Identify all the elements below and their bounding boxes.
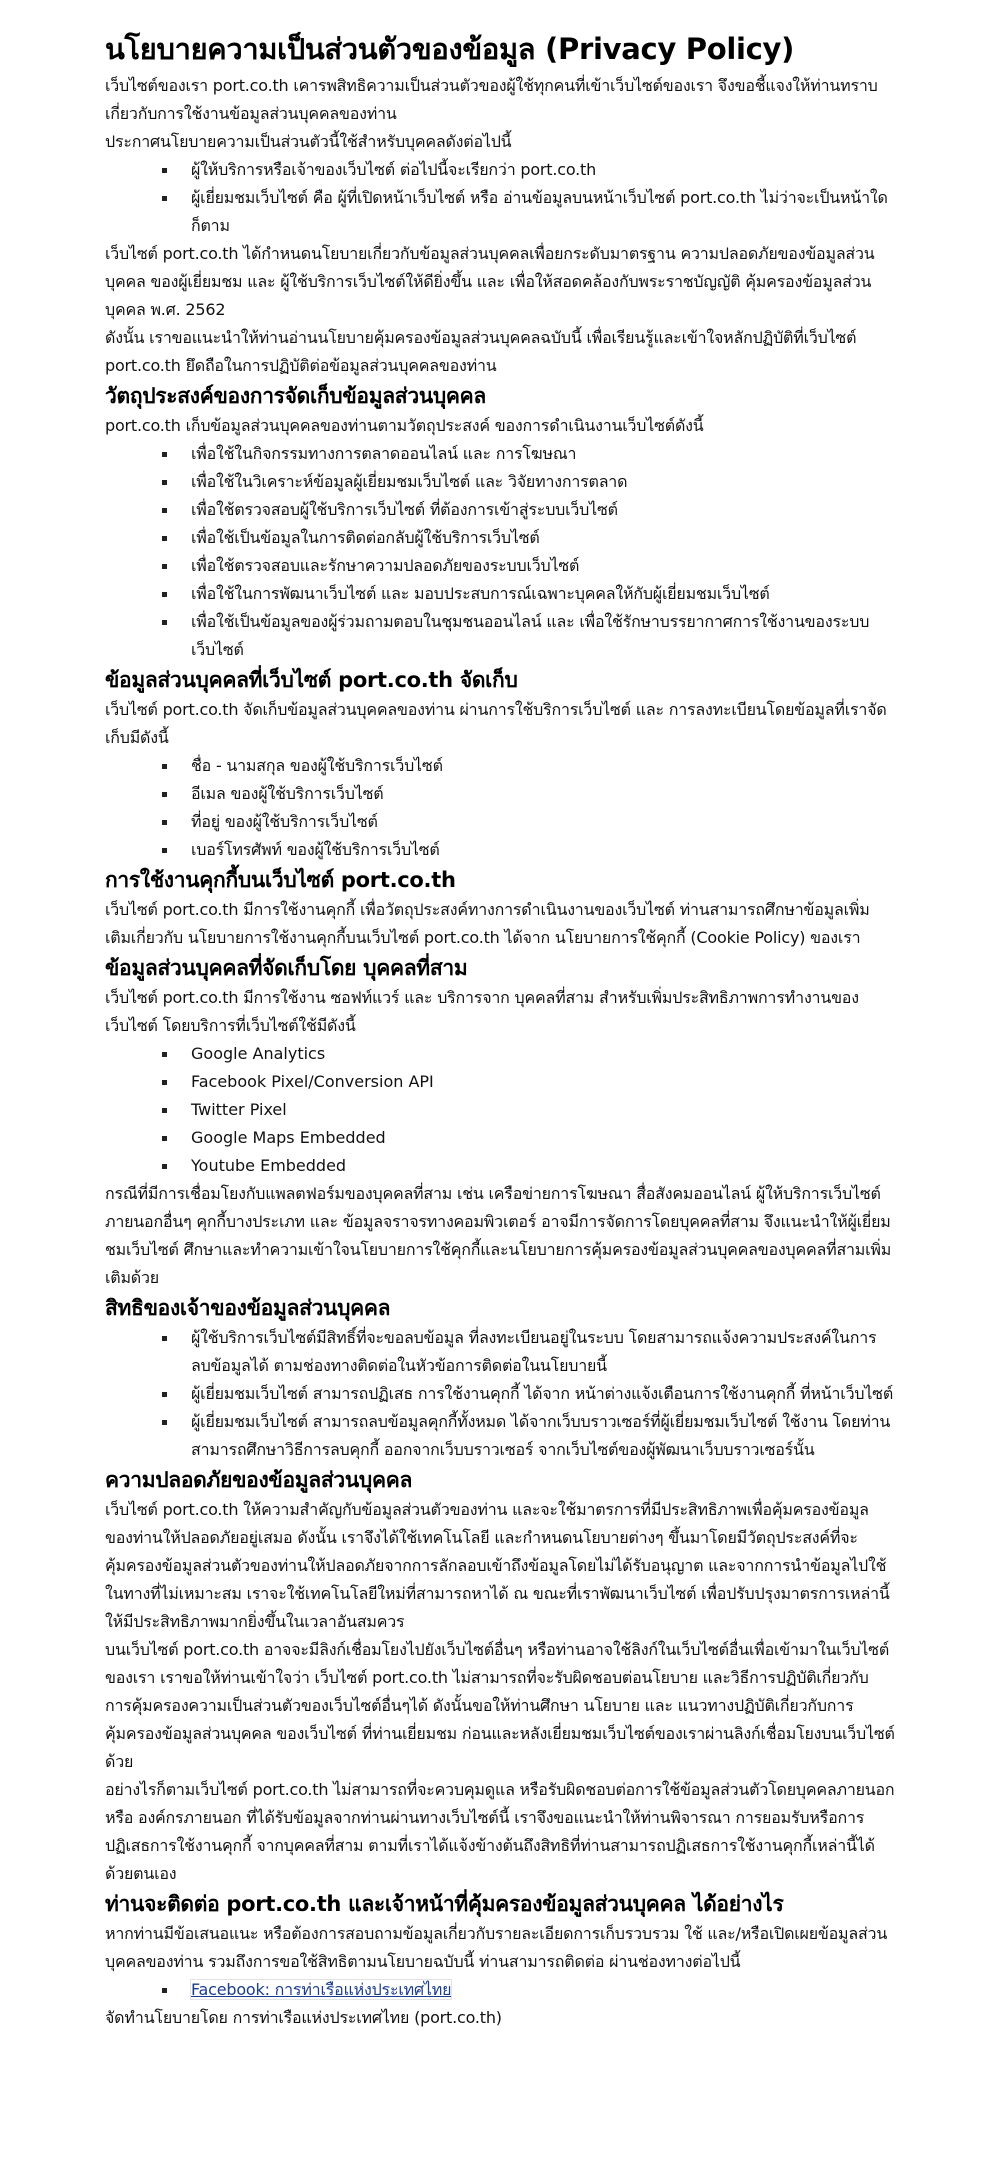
- intro-paragraph: ประกาศนโยบายความเป็นส่วนตัวนี้ใช้สำหรับบุคคลดังต่อไปนี้: [105, 132, 512, 151]
- intro-paragraph: ดังนั้น เราขอแนะนำให้ท่านอ่านนโยบายคุ้มครองข้อมูลส่วนบุคคลฉบับนี้ เพื่อเรียนรู้และเข้าใจหลักปฏิบัติที่เว็บไซต์ port.co.th ยึดถือในการปฏิบัติต่อข้อมูลส่วนบุคคลของท่าน: [105, 328, 857, 375]
- policy-footer: จัดทำนโยบายโดย การท่าเรือแห่งประเทศไทย (port.co.th): [105, 2008, 502, 2027]
- section-heading-collected: ข้อมูลส่วนบุคคลที่เว็บไซต์ port.co.th จัดเก็บ: [105, 668, 518, 692]
- collected-list: [105, 752, 895, 864]
- list-item: Google Analytics: [191, 1040, 895, 1068]
- section-paragraph: port.co.th เก็บข้อมูลส่วนบุคคลของท่านตามวัตถุประสงค์ ของการดำเนินงานเว็บไซต์ดังนี้: [105, 416, 704, 435]
- list-item: [191, 1976, 895, 2004]
- section-paragraph: บนเว็บไซต์ port.co.th อาจจะมีลิงก์เชื่อมโยงไปยังเว็บไซต์อื่นๆ หรือท่านอาจใช้ลิงก์ในเว็บไซต์อื่นเพื่อเข้ามาในเว็บไซต์ของเรา เราขอให้ท่านเข้าใจว่า เว็บไซต์ port.co.th ไม่สามารถที่จะรับผิดชอบต่อนโยบาย และวิธีการปฏิบัติเกี่ยวกับการคุ้มครองความเป็นส่วนตัวของเว็บไซต์อื่นๆได้ ดังนั้นขอให้ท่านศึกษา นโยบาย และ แนวทางปฏิบัติเกี่ยวกับการคุ้มครองข้อมูลส่วนบุคคล ของเว็บไซต์ ที่ท่านเยี่ยมชม ก่อนและหลังเยี่ยมชมเว็บไซต์ของเราผ่านลิงก์เชื่อมโยงบนเว็บไซต์ด้วย: [105, 1640, 895, 1771]
- list-item: เพื่อใช้เป็นข้อมูลในการติดต่อกลับผู้ใช้บริการเว็บไซต์: [191, 524, 895, 552]
- purpose-list: [105, 440, 895, 664]
- list-item: Google Maps Embedded: [191, 1124, 895, 1152]
- facebook-link[interactable]: Facebook: การท่าเรือแห่งประเทศไทย: [191, 1980, 452, 1999]
- list-item: เพื่อใช้ตรวจสอบและรักษาความปลอดภัยของระบบเว็บไซต์: [191, 552, 895, 580]
- privacy-policy-document: [105, 28, 895, 2032]
- list-item: ผู้ให้บริการหรือเจ้าของเว็บไซต์ ต่อไปนี้จะเรียกว่า port.co.th: [191, 156, 895, 184]
- list-item: เพื่อใช้ในกิจกรรมทางการตลาดออนไลน์ และ การโฆษณา: [191, 440, 895, 468]
- list-item: เพื่อใช้ในการพัฒนาเว็บไซต์ และ มอบประสบการณ์เฉพาะบุคคลให้กับผู้เยี่ยมชมเว็บไซต์: [191, 580, 895, 608]
- section-paragraph: หากท่านมีข้อเสนอแนะ หรือต้องการสอบถามข้อมูลเกี่ยวกับรายละเอียดการเก็บรวบรวม ใช้ และ/หรือเปิดเผยข้อมูลส่วนบุคคลของท่าน รวมถึงการขอใช้สิทธิตามนโยบายฉบับนี้ ท่านสามารถติดต่อ ผ่านช่องทางต่อไปนี้: [105, 1924, 888, 1971]
- section-paragraph: เว็บไซต์ port.co.th ให้ความสำคัญกับข้อมูลส่วนตัวของท่าน และจะใช้มาตรการที่มีประสิทธิภาพเพื่อคุ้มครองข้อมูลของท่านให้ปลอดภัยอยู่เสมอ ดังนั้น เราจึงได้ใช้เทคโนโลยี และกำหนดนโยบายต่างๆ ขึ้นมาโดยมีวัตถุประสงค์ที่จะคุ้มครองข้อมูลส่วนตัวของท่านให้ปลอดภัยจากการลักลอบเข้าถึงข้อมูลโดยไม่ได้รับอนุญาต และจากการนำข้อมูลไปใช้ในทางที่ไม่เหมาะสม เราจะใช้เทคโนโลยีใหม่ที่สามารถหาได้ ณ ขณะที่เราพัฒนาเว็บไซต์ เพื่อปรับปรุงมาตรการเหล่านี้ให้มีประสิทธิภาพมากยิ่งขึ้นในเวลาอันสมควร: [105, 1500, 890, 1631]
- section-heading-purpose: วัตถุประสงค์ของการจัดเก็บข้อมูลส่วนบุคคล: [105, 384, 486, 408]
- section-paragraph: กรณีที่มีการเชื่อมโยงกับแพลตฟอร์มของบุคคลที่สาม เช่น เครือข่ายการโฆษณา สื่อสังคมออนไลน์ ผู้ให้บริการเว็บไซต์ภายนอกอื่นๆ คุกกี้บางประเภท และ ข้อมูลจราจรทางคอมพิวเตอร์ อาจมีการจัดการโดยบุคคลที่สาม จึงแนะนำให้ผู้เยี่ยมชมเว็บไซต์ ศึกษาและทำความเข้าใจนโยบายการใช้คุกกี้และนโยบายการคุ้มครองข้อมูลส่วนบุคคลของบุคคลที่สามเพิ่มเติมด้วย: [105, 1184, 892, 1287]
- section-paragraph: เว็บไซต์ port.co.th มีการใช้งานคุกกี้ เพื่อวัตถุประสงค์ทางการดำเนินงานของเว็บไซต์ ท่านสามารถศึกษาข้อมูลเพิ่มเติมเกี่ยวกับ นโยบายการใช้งานคุกกี้บนเว็บไซต์ port.co.th ได้จาก นโยบายการใช้คุกกี้ (Cookie Policy) ของเรา: [105, 900, 870, 947]
- page-title: นโยบายความเป็นส่วนตัวของข้อมูล (Privacy Policy): [105, 32, 795, 66]
- applies-to-list: [105, 156, 895, 240]
- section-heading-rights: สิทธิของเจ้าของข้อมูลส่วนบุคคล: [105, 1296, 391, 1320]
- rights-list: [105, 1324, 895, 1464]
- section-heading-third-party: ข้อมูลส่วนบุคคลที่จัดเก็บโดย บุคคลที่สาม: [105, 956, 468, 980]
- list-item: ที่อยู่ ของผู้ใช้บริการเว็บไซต์: [191, 808, 895, 836]
- intro-paragraph: เว็บไซต์ของเรา port.co.th เคารพสิทธิความเป็นส่วนตัวของผู้ใช้ทุกคนที่เข้าเว็บไซต์ของเรา จึงขอชี้แจงให้ท่านทราบเกี่ยวกับการใช้งานข้อมูลส่วนบุคคลของท่าน: [105, 76, 878, 123]
- third-party-services-list: [105, 1040, 895, 1180]
- list-item: อีเมล ของผู้ใช้บริการเว็บไซต์: [191, 780, 895, 808]
- list-item: Twitter Pixel: [191, 1096, 895, 1124]
- section-heading-security: ความปลอดภัยของข้อมูลส่วนบุคคล: [105, 1468, 413, 1492]
- list-item: Youtube Embedded: [191, 1152, 895, 1180]
- list-item: ผู้เยี่ยมชมเว็บไซต์ คือ ผู้ที่เปิดหน้าเว็บไซต์ หรือ อ่านข้อมูลบนหน้าเว็บไซต์ port.co.th ไม่ว่าจะเป็นหน้าใดก็ตาม: [191, 184, 895, 240]
- list-item: ผู้เยี่ยมชมเว็บไซต์ สามารถลบข้อมูลคุกกี้ทั้งหมด ได้จากเว็บบราวเซอร์ที่ผู้เยี่ยมชมเว็บไซต์ ใช้งาน โดยท่านสามารถศึกษาวิธีการลบคุกกี้ ออกจากเว็บบราวเซอร์ จากเว็บไซต์ของผู้พัฒนาเว็บบราวเซอร์นั้น: [191, 1408, 895, 1464]
- list-item: ผู้ใช้บริการเว็บไซต์มีสิทธิ์ที่จะขอลบข้อมูล ที่ลงทะเบียนอยู่ในระบบ โดยสามารถแจ้งความประสงค์ในการลบข้อมูลได้ ตามช่องทางติดต่อในหัวข้อการติดต่อในนโยบายนี้: [191, 1324, 895, 1380]
- list-item: เพื่อใช้ในวิเคราะห์ข้อมูลผู้เยี่ยมชมเว็บไซต์ และ วิจัยทางการตลาด: [191, 468, 895, 496]
- section-paragraph: อย่างไรก็ตามเว็บไซต์ port.co.th ไม่สามารถที่จะควบคุมดูแล หรือรับผิดชอบต่อการใช้ข้อมูลส่วนตัวโดยบุคคลภายนอก หรือ องค์กรภายนอก ที่ได้รับข้อมูลจากท่านผ่านทางเว็บไซต์นี้ เราจึงขอแนะนำให้ท่านพิจารณา การยอมรับหรือการปฏิเสธการใช้งานคุกกี้ จากบุคคลที่สาม ตามที่เราได้แจ้งข้างต้นถึงสิทธิที่ท่านสามารถปฏิเสธการใช้งานคุกกี้เหล่านี้ได้ด้วยตนเอง: [105, 1780, 895, 1883]
- list-item: เบอร์โทรศัพท์ ของผู้ใช้บริการเว็บไซต์: [191, 836, 895, 864]
- section-heading-cookies: การใช้งานคุกกี้บนเว็บไซต์ port.co.th: [105, 868, 456, 892]
- contact-channels-list: [105, 1976, 895, 2004]
- list-item: ชื่อ - นามสกุล ของผู้ใช้บริการเว็บไซต์: [191, 752, 895, 780]
- intro-paragraph: เว็บไซต์ port.co.th ได้กำหนดนโยบายเกี่ยวกับข้อมูลส่วนบุคคลเพื่อยกระดับมาตรฐาน ความปลอดภัยของข้อมูลส่วนบุคคล ของผู้เยี่ยมชม และ ผู้ใช้บริการเว็บไซต์ให้ดียิ่งขึ้น และ เพื่อให้สอดคล้องกับพระราชบัญญัติ คุ้มครองข้อมูลส่วนบุคคล พ.ศ. 2562: [105, 244, 875, 319]
- list-item: เพื่อใช้ตรวจสอบผู้ใช้บริการเว็บไซต์ ที่ต้องการเข้าสู่ระบบเว็บไซต์: [191, 496, 895, 524]
- section-heading-contact: ท่านจะติดต่อ port.co.th และเจ้าหน้าที่คุ้มครองข้อมูลส่วนบุคคล ได้อย่างไร: [105, 1892, 784, 1916]
- section-paragraph: เว็บไซต์ port.co.th มีการใช้งาน ซอฟท์แวร์ และ บริการจาก บุคคลที่สาม สำหรับเพิ่มประสิทธิภาพการทำงานของเว็บไซต์ โดยบริการที่เว็บไซต์ใช้มีดังนี้: [105, 988, 859, 1035]
- list-item: เพื่อใช้เป็นข้อมูลของผู้ร่วมถามตอบในชุมชนออนไลน์ และ เพื่อใช้รักษาบรรยากาศการใช้งานของระบบเว็บไซต์: [191, 608, 895, 664]
- list-item: Facebook Pixel/Conversion API: [191, 1068, 895, 1096]
- section-paragraph: เว็บไซต์ port.co.th จัดเก็บข้อมูลส่วนบุคคลของท่าน ผ่านการใช้บริการเว็บไซต์ และ การลงทะเบียนโดยข้อมูลที่เราจัดเก็บมีดังนี้: [105, 700, 887, 747]
- list-item: ผู้เยี่ยมชมเว็บไซต์ สามารถปฏิเสธ การใช้งานคุกกี้ ได้จาก หน้าต่างแจ้งเตือนการใช้งานคุกกี้ ที่หน้าเว็บไซต์: [191, 1380, 895, 1408]
